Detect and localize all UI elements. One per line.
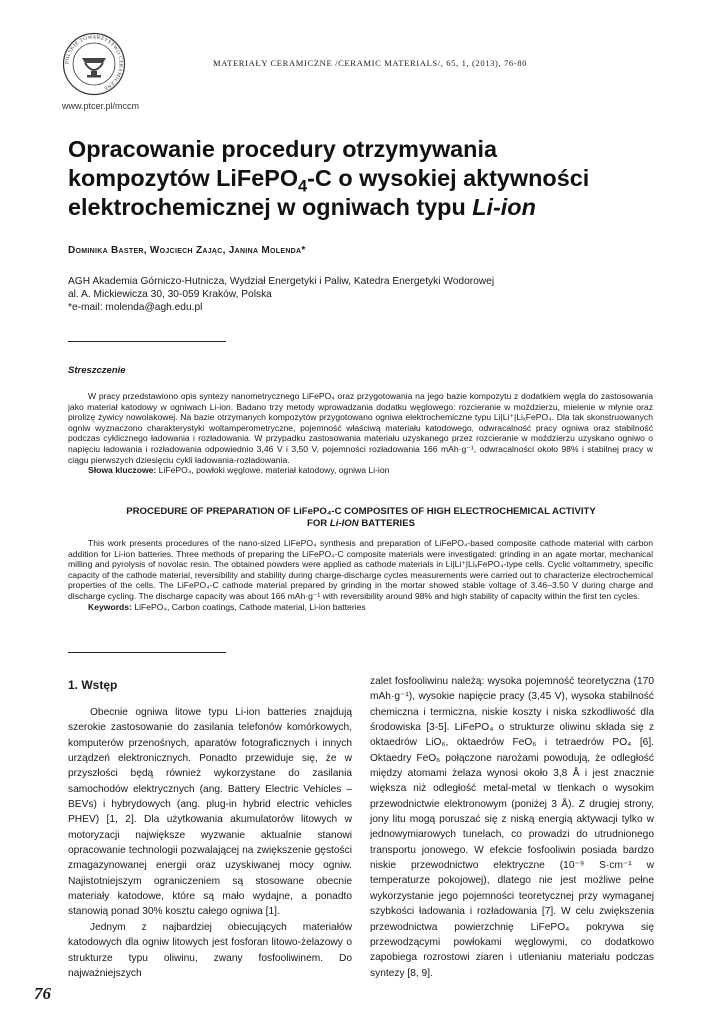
title-line-2b: -C o wysokiej aktywności [307, 165, 590, 191]
affiliation-line-2: al. A. Mickiewicza 30, 30-059 Kraków, Polska [68, 289, 272, 300]
right-column [370, 674, 654, 981]
english-title-line-1: PROCEDURE OF PREPARATION OF LiFePO₄-C COMPOSITES OF HIGH ELECTROCHEMICAL ACTIVITY [126, 506, 596, 517]
journal-website[interactable]: www.ptcer.pl/mccm [62, 101, 140, 111]
english-title-line-2 [68, 518, 654, 530]
title-subscript: 4 [298, 177, 308, 196]
svg-text:POLSKIE TOWARZYSTWO CERAMICZNE: POLSKIE TOWARZYSTWO CERAMICZNE [64, 34, 124, 92]
abstract-heading: Streszczenie [68, 365, 126, 376]
affiliation-email[interactable]: *e-mail: molenda@agh.edu.pl [68, 302, 203, 313]
authors [68, 245, 306, 256]
english-title-part-b: Li-ION [329, 518, 359, 529]
title-line-2a: kompozytów LiFePO [68, 165, 299, 191]
keywords-en-text: LiFePO₄, Carbon coatings, Cathode material, Li-ion batteries [131, 601, 366, 612]
title-line-1: Opracowanie procedury otrzymywania [68, 136, 497, 162]
abstract-en [68, 538, 653, 612]
keywords-pl-text: LiFePO₄, powłoki węglowe, materiał katodowy, ogniwa Li-ion [156, 465, 390, 476]
article-title [68, 135, 668, 222]
divider [68, 341, 226, 342]
affiliation [68, 275, 494, 314]
left-column [68, 705, 352, 981]
english-title-part-c: BATTERIES [358, 518, 416, 529]
paragraph: Obecnie ogniwa litowe typu Li-ion batteries znajdują szerokie zastosowanie do zasilania telefonów komórkowych, komputerów przenośnych, aparatów fotograficznych i innych urządzeń elektronicznych. Ponadto przewiduje się, że w przyszłości będą również wykorzystane do zasilania samochodów elektrycznych (ang. Battery Electric Vehicles – BEVs) i hybrydowych (ang. plug-in hybrid electric vehicles PHEV) [1, 2]. Dla użytkowania akumulatorów litowych w motoryzacji największe wyzwanie aktualnie stanowi opracowanie technologii pozwalającej na zwiększenie gęstości zmagazynowanej energii oraz uzyskiwanej mocy ogniw. Najistotniejszym ograniczeniem są stosowane obecnie materiały katodowe, które są mało wydajne, a ponadto stanowią ponad 30% kosztu całego ogniwa [1]. [68, 707, 352, 918]
english-title [68, 506, 654, 530]
affiliation-line-1: AGH Akademia Górniczo-Hutnicza, Wydział Energetyki i Paliw, Katedra Energetyki Wodorowej [68, 276, 495, 287]
keywords-pl [68, 465, 653, 476]
society-logo [62, 32, 126, 96]
abstract-pl-text: W pracy przedstawiono opis syntezy nanometrycznego LiFePO₄ oraz przygotowania na jego bazie kompozytu z dodatkiem węgla do zastosowania jako materiał katodowy w ogniwach Li-ion. Badano trzy metody wprowadzania dodatku węglowego: rozcieranie w moździerzu, mielenie w młynie oraz pirolizę żywicy nowolakowej. Na bazie otrzymanych kompozytów przygotowano ogniwa elektrochemiczne typu Li|Li⁺|LiₓFePO₄. Dla tak skonstruowanych ogniw wyznaczono charakterystyki woltamperometryczne, pojemność właściwą materiału katodowego, odwracalność pracy ogniwa oraz stabilność podczas cyklicznego ładowania i rozładowania. W przypadku zastosowania materiału uzyskanego przez rozcieranie w moździerzu uzyskano ogniwo o napięciu ładowania i rozładowania odpowiednio 3,46 V i 3,50 V, pojemności rozładowania 166 mAh·g⁻¹, odwracalności około 98% i stabilnej pracy w ciągu pierwszych dziesięciu cykli ładowania-rozładowania. [68, 391, 653, 465]
keywords-en [68, 602, 653, 613]
keywords-en-label: Keywords: [88, 601, 132, 612]
title-line-3a: elektrochemicznej w ogniwach typu [68, 194, 473, 220]
keywords-pl-label: Słowa kluczowe: [88, 465, 157, 476]
section-heading: 1. Wstęp [68, 678, 118, 692]
author-list: Dominika Baster, Wojciech Zając, Janina Molenda* [68, 245, 306, 256]
paragraph: Jednym z najbardziej obiecujących materiałów katodowych dla ogniw litowych jest fosforan litowo-żelazowy o strukturze typu oliwinu, zwany fosfooliwinem. Do najważniejszych [68, 921, 352, 979]
abstract-pl [68, 391, 653, 476]
paragraph: zalet fosfooliwinu należą: wysoka pojemność teoretyczna (170 mAh·g⁻¹), wysokie napięcie pracy (3,45 V), wysoka stabilność chemiczna i termiczna, niskie koszty i niska szkodliwość dla środowiska [3-5]. LiFePO₄ o strukturze oliwinu składa się z oktaedrów LiO₆, oktaedrów FeO₆ i tetraedrów PO₄ [6]. Oktaedry FeO₆ połączone narożami powodują, że odległość między atomami żelaza wynosi około 3,8 Å i jest znacznie większa niż odległość metal-metal w tlenkach o wysokim przewodnictwie elektronowym (poniżej 3 Å). Z drugiej strony, jony litu mogą poruszać się z niską energią aktywacji tylko w jednowymiarowych tunelach, co prowadzi do utrudnionego transportu jonowego. W efekcie fosfooliwin posiada bardzo niskie przewodnictwo elektryczne (10⁻⁹ S·cm⁻¹ w temperaturze pokojowej), dlatego nie jest możliwe pełne wykorzystanie jego pojemności teoretycznej przy wymaganej szybkości ładowania i rozładowania [7]. W celu zwiększenia przewodnictwa powierzchnię LiFePO₄ pokrywa się przewodzącymi powłokami węglowymi, co dodatkowo zapobiega rozrostowi ziaren i utlenianiu materiału podczas syntezy [8, 9]. [370, 676, 654, 979]
divider [68, 652, 226, 653]
journal-citation: MATERIAŁY CERAMICZNE /CERAMIC MATERIALS/, 65, 1, (2013), 76-80 [213, 58, 528, 68]
page-number: 76 [34, 984, 51, 1003]
abstract-en-text: This work presents procedures of the nano-sized LiFePO₄ synthesis and preparation of LiFePO₄-based composite cathode material with carbon addition for Li-ion batteries. Three methods of preparing the LiFePO₄-C composite materials were investigated: grinding in an agate mortar, mechanical milling and pyrolysis of novolac resin. The obtained powders were applied as cathode materials in Li|Li⁺|LiₓFePO₄-type cells. Cyclic voltammetry, specific capacity of the cathode material, reversibility and stability during charge-discharge cycles measurements were carried out to characterize electrochemical properties of the cells. The LiFePO₄-C cathode material prepared by grinding in the mortar showed stable voltage of 3.46–3.50 V during charge and discharge cycling. The discharge capacity was about 166 mAh·g⁻¹ with reversibility around 98% and high stability of capacity within the first ten cycles. [68, 538, 653, 601]
title-line-3b: Li-ion [472, 194, 536, 220]
english-title-part-a: FOR [306, 518, 330, 529]
